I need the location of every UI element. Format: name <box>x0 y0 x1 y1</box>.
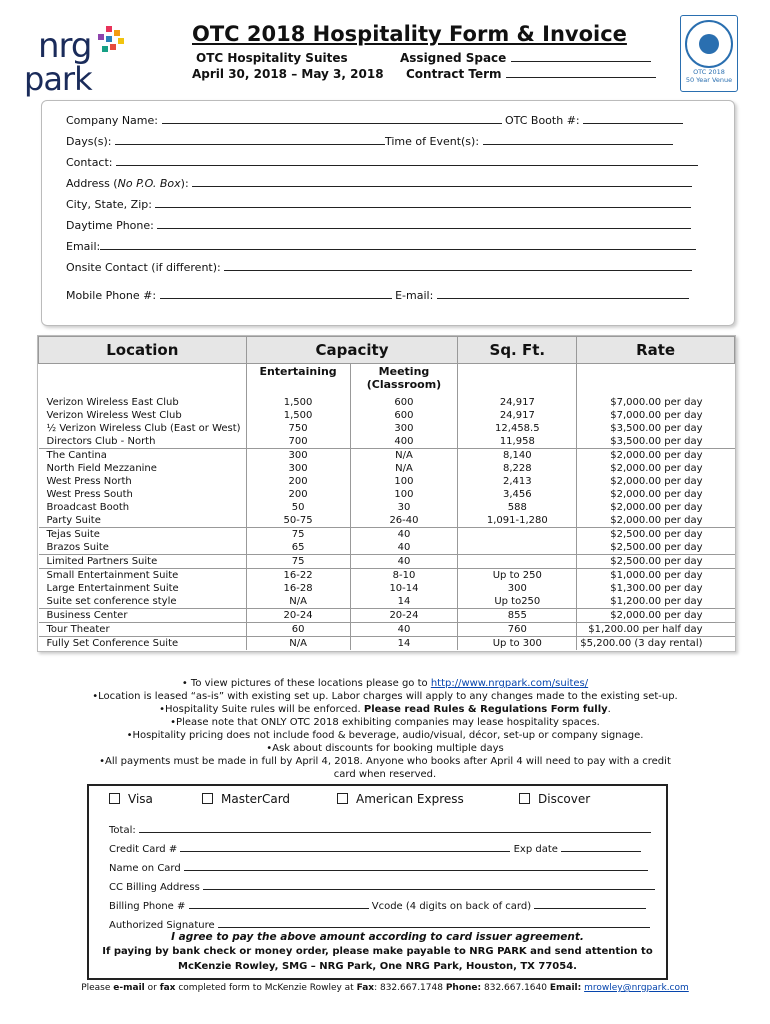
nrg-park-logo <box>22 22 132 98</box>
meeting-cell: 26-40 <box>350 514 458 528</box>
location-cell: Limited Partners Suite <box>39 555 247 569</box>
mailing-address: McKenzie Rowley, SMG – NRG Park, One NRG Park, Houston, TX 77054. <box>178 961 577 972</box>
footer-text-3: completed form to McKenzie Rowley at <box>175 983 357 993</box>
contact-label: Contact: <box>66 156 113 169</box>
sqft-cell <box>458 555 577 569</box>
entertaining-cell: 1,500 <box>246 392 350 409</box>
table-row <box>39 514 735 528</box>
otc-seal-logo <box>680 15 738 92</box>
rate-cell: $2,000.00 per day <box>610 463 703 474</box>
table-row <box>39 555 735 569</box>
table-row <box>39 462 735 475</box>
note-pictures-text: • To view pictures of these locations please go to <box>181 678 431 689</box>
contact-field[interactable] <box>66 155 698 169</box>
rate-cell: $2,000.00 per day <box>610 450 703 461</box>
meeting-cell: N/A <box>350 449 458 463</box>
sqft-cell <box>458 541 577 555</box>
entertaining-cell: 75 <box>246 528 350 542</box>
page-title: OTC 2018 Hospitality Form & Invoice <box>192 22 627 46</box>
table-row <box>39 595 735 609</box>
location-cell: Tour Theater <box>39 623 247 637</box>
table-row <box>39 422 735 435</box>
rate-cell: $7,000.00 per day <box>610 410 703 421</box>
company-name-field[interactable] <box>66 113 683 127</box>
entertaining-cell: 16-22 <box>246 569 350 583</box>
table-row <box>39 609 735 623</box>
location-cell: Verizon Wireless West Club <box>39 409 247 422</box>
location-cell: ½ Verizon Wireless Club (East or West) <box>39 422 247 435</box>
rate-cell: $7,000.00 per day <box>610 397 703 408</box>
checkbox-icon <box>519 793 530 804</box>
location-cell: West Press South <box>39 488 247 501</box>
table-row <box>39 392 735 409</box>
entertaining-cell: N/A <box>246 595 350 609</box>
daytime-phone-label: Daytime Phone: <box>66 219 154 232</box>
meeting-cell: 20-24 <box>350 609 458 623</box>
rate-cell: $5,200.00 (3 day rental) <box>580 638 703 649</box>
note-rules-bold: Please read Rules & Regulations Form fully <box>363 704 608 715</box>
meeting-cell: 30 <box>350 501 458 514</box>
onsite-contact-label: Onsite Contact (if different): <box>66 261 221 274</box>
contract-term-field[interactable] <box>406 67 656 81</box>
location-cell: The Cantina <box>39 449 247 463</box>
entertaining-cell: 16-28 <box>246 582 350 595</box>
meeting-cell: 600 <box>350 409 458 422</box>
visa-checkbox[interactable] <box>109 792 153 806</box>
header-entertaining: Entertaining <box>246 364 350 393</box>
meeting-cell: 10-14 <box>350 582 458 595</box>
sqft-cell: 8,228 <box>458 462 577 475</box>
entertaining-cell: 200 <box>246 488 350 501</box>
rate-cell: $1,200.00 per half day <box>577 623 735 637</box>
signature-label: Authorized Signature <box>109 920 215 931</box>
table-row <box>39 475 735 488</box>
footer-email-label: Email: <box>549 983 582 993</box>
footer-text-2: or <box>144 983 160 993</box>
location-cell: Verizon Wireless East Club <box>39 392 247 409</box>
meeting-cell: 40 <box>350 528 458 542</box>
note-pictures <box>0 677 770 690</box>
sqft-cell: 3,456 <box>458 488 577 501</box>
note-payment-deadline-cont: card when reserved. <box>333 769 437 780</box>
exp-date-label: Exp date <box>513 844 558 855</box>
table-row <box>39 528 735 542</box>
rate-cell: $2,000.00 per day <box>577 609 735 623</box>
table-row <box>39 637 735 651</box>
location-rate-table <box>37 335 736 652</box>
footer-fax-word: fax <box>159 983 176 993</box>
name-on-card-field[interactable] <box>109 860 648 874</box>
header-rate: Rate <box>577 337 735 364</box>
footer-email-link[interactable]: mrowley@nrgpark.com <box>584 983 689 993</box>
seal-caption-venue: 50 Year Venue <box>685 76 733 84</box>
payment-box <box>87 784 668 980</box>
location-cell: Large Entertainment Suite <box>39 582 247 595</box>
location-cell: Small Entertainment Suite <box>39 569 247 583</box>
footer-contact <box>0 983 770 993</box>
sqft-cell: 855 <box>458 609 577 623</box>
table-row <box>39 541 735 555</box>
mobile-phone-label: Mobile Phone #: <box>66 289 157 302</box>
address-label-end: ): <box>180 177 189 190</box>
note-payment-deadline: •All payments must be made in full by April 4, 2018. Anyone who books after April 4 will need to pay with a credit <box>99 756 671 767</box>
assigned-space-label: Assigned Space <box>400 51 507 65</box>
city-label: City, State, Zip: <box>66 198 152 211</box>
event-dates: April 30, 2018 – May 3, 2018 <box>192 67 384 81</box>
credit-card-field[interactable] <box>109 841 641 855</box>
location-cell: Tejas Suite <box>39 528 247 542</box>
sqft-cell: 588 <box>458 501 577 514</box>
location-cell: Business Center <box>39 609 247 623</box>
days-label: Days(s): <box>66 135 112 148</box>
total-field[interactable] <box>109 822 651 836</box>
header-location: Location <box>39 337 247 364</box>
footer-phone-label: Phone: <box>445 983 482 993</box>
billing-address-label: CC Billing Address <box>109 882 200 893</box>
entertaining-cell: 50-75 <box>246 514 350 528</box>
mastercard-label: MasterCard <box>221 792 291 806</box>
rate-cell: $3,500.00 per day <box>577 435 735 449</box>
discover-checkbox[interactable] <box>519 792 590 806</box>
footer-fax-label: Fax <box>356 983 375 993</box>
name-on-card-label: Name on Card <box>109 863 181 874</box>
rate-cell: $1,200.00 per day <box>577 595 735 609</box>
credit-card-label: Credit Card # <box>109 844 178 855</box>
header-meeting: Meeting <box>378 365 430 378</box>
entertaining-cell: 300 <box>246 449 350 463</box>
entertaining-cell: 750 <box>246 422 350 435</box>
sqft-cell: Up to 300 <box>458 637 577 651</box>
logo-park-text: park <box>24 60 92 98</box>
logo-nrg-text: nrg <box>38 26 92 66</box>
note-exhibitors: •Please note that ONLY OTC 2018 exhibiting companies may lease hospitality spaces. <box>170 717 600 728</box>
table-row <box>39 409 735 422</box>
table-row <box>39 435 735 449</box>
footer-email-word: e-mail <box>113 983 145 993</box>
checkbox-icon <box>337 793 348 804</box>
entertaining-cell: 700 <box>246 435 350 449</box>
meeting-cell: 600 <box>350 392 458 409</box>
meeting-cell: 8-10 <box>350 569 458 583</box>
checkbox-icon <box>202 793 213 804</box>
location-cell: Party Suite <box>39 514 247 528</box>
entertaining-cell: 200 <box>246 475 350 488</box>
header-capacity: Capacity <box>246 337 458 364</box>
address-field[interactable] <box>66 176 692 190</box>
location-cell: Brazos Suite <box>39 541 247 555</box>
rate-cell: $2,000.00 per day <box>610 489 703 500</box>
meeting-cell: 14 <box>350 637 458 651</box>
note-rules <box>0 703 770 716</box>
amex-checkbox[interactable] <box>337 792 464 806</box>
time-label: Time of Event(s): <box>384 135 480 148</box>
agreement-text: I agree to pay the above amount according to card issuer agreement. <box>171 931 584 943</box>
entertaining-cell: 300 <box>246 462 350 475</box>
note-rules-text: •Hospitality Suite rules will be enforced. <box>159 704 364 715</box>
rates-table <box>38 336 735 650</box>
seal-caption-year: OTC 2018 <box>693 68 725 76</box>
city-state-zip-field[interactable] <box>66 197 691 211</box>
sqft-cell: Up to250 <box>458 595 577 609</box>
total-label: Total: <box>109 825 136 836</box>
vcode-label: Vcode (4 digits on back of card) <box>371 901 532 912</box>
billing-phone-label: Billing Phone # <box>109 901 186 912</box>
mobile-phone-field[interactable] <box>66 288 689 302</box>
sqft-cell: 11,958 <box>458 435 577 449</box>
note-pricing: •Hospitality pricing does not include food & beverage, audio/visual, décor, set-up or company signage. <box>126 730 644 741</box>
company-name-label: Company Name: <box>66 114 158 127</box>
rate-cell: $1,000.00 per day <box>610 570 703 581</box>
email-field[interactable] <box>66 239 696 253</box>
visa-label: Visa <box>128 792 153 806</box>
sqft-cell: 300 <box>458 582 577 595</box>
booth-label: OTC Booth #: <box>505 114 580 127</box>
rate-cell: $2,000.00 per day <box>610 476 703 487</box>
amex-label: American Express <box>356 792 464 806</box>
email2-label: E-mail: <box>395 289 434 302</box>
address-label: Address ( <box>66 177 118 190</box>
days-field[interactable] <box>66 134 673 148</box>
footer-phone-number: 832.667.1640 <box>481 983 550 993</box>
table-row <box>39 623 735 637</box>
location-cell: Fully Set Conference Suite <box>39 637 247 651</box>
entertaining-cell: 1,500 <box>246 409 350 422</box>
assigned-space-field[interactable] <box>400 51 651 65</box>
sqft-cell: 1,091-1,280 <box>458 514 577 528</box>
rate-cell: $3,500.00 per day <box>610 423 703 434</box>
location-cell: Suite set conference style <box>39 595 247 609</box>
contract-term-label: Contract Term <box>406 67 502 81</box>
meeting-cell: 40 <box>350 623 458 637</box>
address-note: No P.O. Box <box>117 177 181 190</box>
table-row <box>39 501 735 514</box>
table-row <box>39 449 735 463</box>
rate-cell: $2,000.00 per day <box>577 514 735 528</box>
location-cell: North Field Mezzanine <box>39 462 247 475</box>
check-instructions: If paying by bank check or money order, please make payable to NRG PARK and send attention to <box>102 946 653 957</box>
note-discounts: •Ask about discounts for booking multiple days <box>266 743 504 754</box>
meeting-cell: 14 <box>350 595 458 609</box>
note-rules-end: . <box>607 704 611 715</box>
sqft-cell: Up to 250 <box>458 569 577 583</box>
table-row <box>39 582 735 595</box>
sqft-cell: 24,917 <box>458 392 577 409</box>
logo-dots-icon <box>92 26 132 56</box>
footer-text-1: Please <box>81 983 114 993</box>
entertaining-cell: 60 <box>246 623 350 637</box>
entertaining-cell: 50 <box>246 501 350 514</box>
checkbox-icon <box>109 793 120 804</box>
meeting-cell: 400 <box>350 435 458 449</box>
contact-form-box <box>41 100 735 326</box>
entertaining-cell: N/A <box>246 637 350 651</box>
rate-cell: $2,500.00 per day <box>577 541 735 555</box>
rate-cell: $2,000.00 per day <box>610 502 703 513</box>
header-classroom: (Classroom) <box>366 378 442 391</box>
billing-phone-field[interactable] <box>109 898 646 912</box>
onsite-contact-field[interactable] <box>66 260 692 274</box>
table-row <box>39 569 735 583</box>
sqft-cell: 24,917 <box>458 409 577 422</box>
sqft-cell: 760 <box>458 623 577 637</box>
suites-label: OTC Hospitality Suites <box>196 51 348 65</box>
meeting-cell: 40 <box>350 555 458 569</box>
meeting-cell: N/A <box>350 462 458 475</box>
rate-cell: $2,500.00 per day <box>577 555 735 569</box>
sqft-cell: 8,140 <box>458 449 577 463</box>
daytime-phone-field[interactable] <box>66 218 691 232</box>
meeting-cell: 100 <box>350 488 458 501</box>
location-cell: Directors Club - North <box>39 435 247 449</box>
entertaining-cell: 20-24 <box>246 609 350 623</box>
sqft-cell: 2,413 <box>458 475 577 488</box>
header-sqft: Sq. Ft. <box>458 337 577 364</box>
suites-link[interactable]: http://www.nrgpark.com/suites/ <box>430 678 589 689</box>
rate-cell: $2,500.00 per day <box>610 529 703 540</box>
entertaining-cell: 75 <box>246 555 350 569</box>
meeting-cell: 300 <box>350 422 458 435</box>
discover-label: Discover <box>538 792 591 806</box>
sqft-cell <box>458 528 577 542</box>
note-as-is: •Location is leased “as-is” with existing set up. Labor charges will apply to any changes made to the existing set-up. <box>92 691 678 702</box>
rate-cell: $1,300.00 per day <box>610 583 703 594</box>
table-row <box>39 488 735 501</box>
meeting-cell: 40 <box>350 541 458 555</box>
email-label: Email: <box>66 240 101 253</box>
sqft-cell: 12,458.5 <box>458 422 577 435</box>
meeting-cell: 100 <box>350 475 458 488</box>
billing-address-field[interactable] <box>109 879 655 893</box>
signature-field[interactable] <box>109 917 650 931</box>
entertaining-cell: 65 <box>246 541 350 555</box>
location-cell: West Press North <box>39 475 247 488</box>
location-cell: Broadcast Booth <box>39 501 247 514</box>
mastercard-checkbox[interactable] <box>202 792 290 806</box>
footer-fax-number: : 832.667.1748 <box>374 983 446 993</box>
